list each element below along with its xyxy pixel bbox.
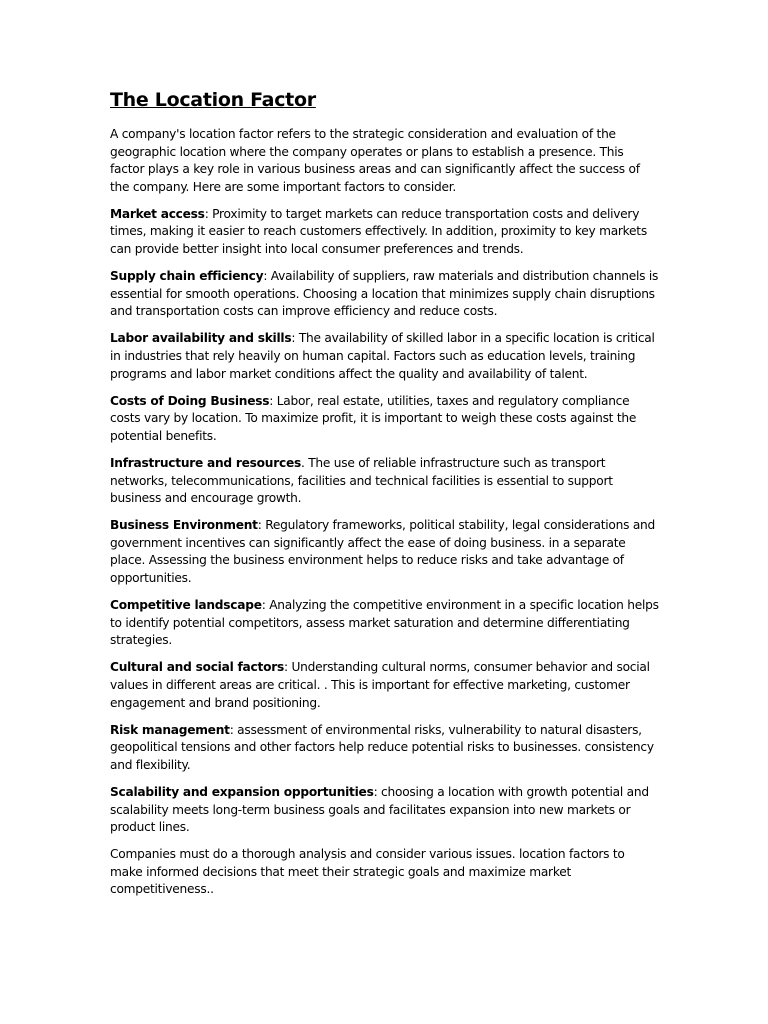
section-text: : Regulatory frameworks, political stability, legal considerations and government incentives can significantly affect the ease of doing business. in a separate place. Assessing the business environment helps to reduce risks and take advantage of opportunities. (110, 518, 655, 586)
conclusion-paragraph: Companies must do a thorough analysis and consider various issues. location factors to make informed decisions that meet their strategic goals and maximize market competitiveness.. (110, 847, 625, 897)
section-term: Labor availability and skills (110, 331, 292, 346)
document-page (110, 88, 660, 909)
section-labor-availability (110, 330, 660, 383)
section-scalability (110, 784, 660, 837)
section-term: Costs of Doing Business (110, 393, 270, 408)
section-term: Business Environment (110, 518, 258, 533)
section-text: : choosing a location with growth potential and scalability meets long-term business goals and facilitates expansion into new markets or product lines. (110, 785, 649, 835)
section-costs-of-doing-business (110, 393, 660, 446)
section-cultural-social-factors (110, 659, 660, 712)
section-text: : Labor, real estate, utilities, taxes and regulatory compliance costs vary by location. To maximize profit, it is important to weigh these costs against the potential benefits. (110, 393, 637, 443)
section-text: : Analyzing the competitive environment in a specific location helps to identify potential competitors, assess market saturation and determine differentiating strategies. (110, 598, 659, 648)
section-market-access (110, 206, 660, 259)
section-term: Supply chain efficiency (110, 269, 264, 284)
section-term: Risk management (110, 722, 230, 737)
section-term: Scalability and expansion opportunities (110, 785, 374, 799)
section-business-environment (110, 517, 660, 587)
section-term: Infrastructure and resources (110, 456, 301, 470)
section-term: Cultural and social factors (110, 660, 284, 675)
section-text: : Availability of suppliers, raw materials and distribution channels is essential for smooth operations. Choosing a location that minimizes supply chain disruptions and transportation costs can improve efficiency and reduce costs. (110, 269, 659, 319)
section-text: : Proximity to target markets can reduce transportation costs and delivery times, making it easier to reach customers effectively. In addition, proximity to key markets can provide better insight into local consumer preferences and trends. (110, 206, 647, 257)
section-text: : Understanding cultural norms, consumer behavior and social values in different areas are critical. . This is important for effective marketing, customer engagement and brand positioning. (110, 660, 650, 710)
section-competitive-landscape (110, 597, 660, 650)
intro-paragraph: A company's location factor refers to the strategic consideration and evaluation of the geographic location where the company operates or plans to establish a presence. This factor plays a key role in various business areas and can significantly affect the success of the company. Here are some important factors to consider. (110, 127, 640, 194)
section-text: : The availability of skilled labor in a specific location is critical in industries that rely heavily on human capital. Factors such as education levels, training programs and labor market conditions affect the quality and availability of talent. (110, 331, 655, 381)
section-text: : assessment of environmental risks, vulnerability to natural disasters, geopolitical tensions and other factors help reduce potential risks to businesses. consistency and flexibility. (110, 722, 654, 772)
document-title: The Location Factor (110, 89, 316, 111)
section-risk-management (110, 722, 660, 775)
section-text: . The use of reliable infrastructure such as transport networks, telecommunications, facilities and technical facilities is essential to support business and encourage growth. (110, 456, 613, 506)
section-supply-chain-efficiency (110, 268, 660, 321)
section-infrastructure (110, 455, 660, 508)
section-term: Competitive landscape (110, 598, 262, 613)
section-term: Market access (110, 206, 205, 221)
